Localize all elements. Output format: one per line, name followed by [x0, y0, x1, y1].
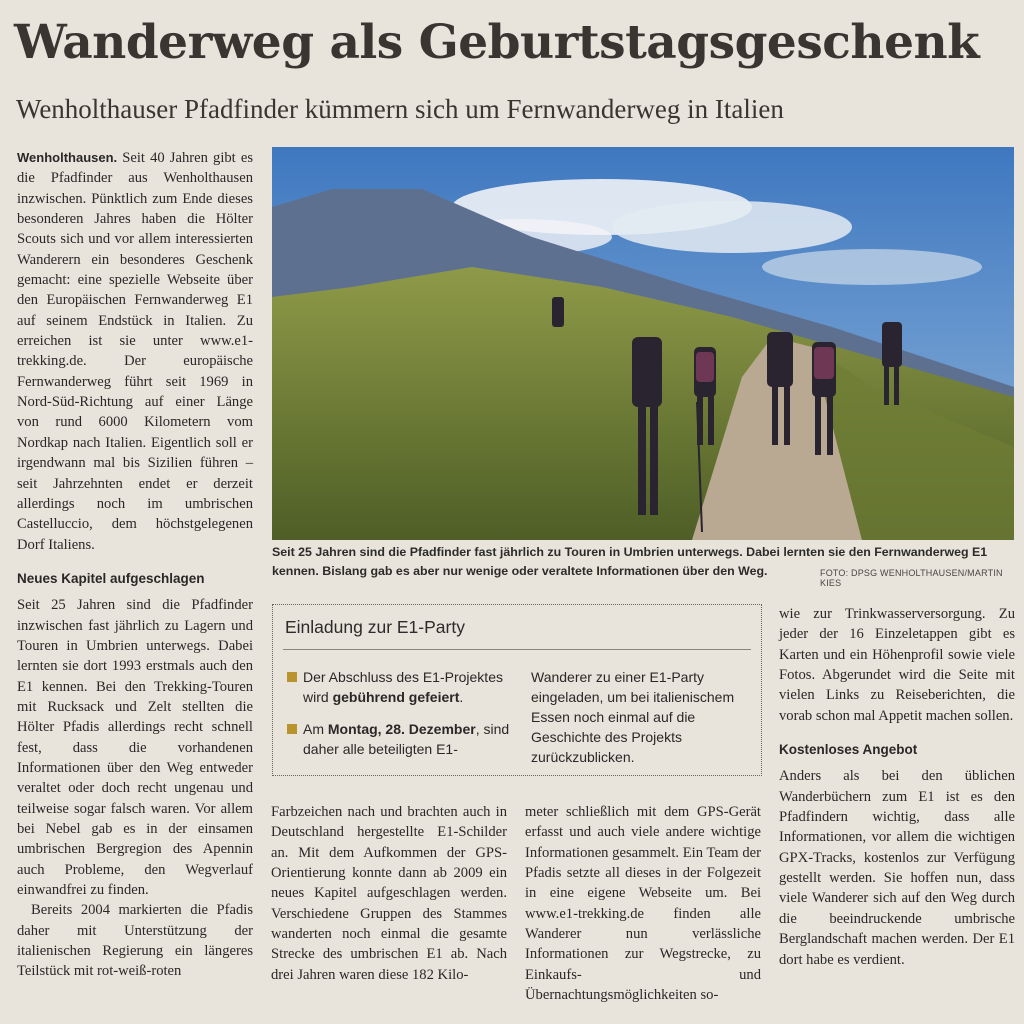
bullet-square-icon	[287, 672, 297, 682]
subheadline: Wenholthauser Pfadfinder kümmern sich um Fernwanderweg in Italien	[16, 94, 784, 124]
column-2-text: Farbzeichen nach und brachten auch in Deutschland hergestellte E1-Schilder an. Mit dem Aufkommen der GPS-Orientierung konnte dann ab 2009 ein neues Kapitel aufgeschlagen werden. Verschiedene Gruppen des Stammes wanderten noch einmal die gesamte Strecke des umbrischen E1 ab. Nach drei Jahren waren diese 182 Kilo-	[271, 804, 507, 983]
subheading-kostenloses-angebot: Kostenloses Angebot	[779, 742, 918, 758]
paragraph-2: Seit 25 Jahren sind die Pfadfinder inzwischen fast jährlich zu Lagern und Touren in Umbrien unterwegs. Dabei lernten sie dort 1993 erstmals auch den E1 kennen. Bei den Trekking-Touren mit Rucksack und Zelt stellten die Hölter Pfadis allerdings recht schnell fest, dass die vorhandenen Informationen über den Weg entweder veraltet oder doch recht ungenau und teilweise sogar falsch waren. Vor allem bei Nebel gab es in der einsamen umbrischen Bergregion des Apennin auch Probleme, den Wegverlauf einwandfrei zu finden.	[17, 597, 253, 899]
infobox-item-1-text: Der Abschluss des E1-Projektes wird	[303, 669, 503, 705]
infobox-item-2-end: , sind daher alle beteiligten E1-	[303, 721, 510, 757]
infobox-item-1-bold: gebührend gefeiert	[332, 689, 460, 705]
intro-paragraph	[17, 148, 253, 555]
infobox-item-2-bold: Montag, 28. Dezember	[327, 721, 476, 737]
infobox-item-2-text: Am	[303, 721, 328, 737]
column-4-paragraph-2: Anders als bei den üblichen Wanderbüchern zum E1 ist es den Pfadfindern wichtig, dass alle Informationen, vor allem die wichtigen GPX-Tracks, kostenlos zur Verfügung gestellt werden. Sie hoffen nun, dass viele Wanderer sich auf den Weg durch die beeindruckende umbrische Berglandschaft machen werden. Der E1 dort habe es verdient.	[779, 768, 1015, 968]
column-3-text: meter schließlich mit dem GPS-Gerät erfasst und auch viele andere wichtige Informationen gesammelt. Ein Team der Pfadis setzte all dieses in der Folgezeit in eine eigene Webseite um. Bei www.e1-trekking.de finden alle Wanderer nun verlässliche Informationen zur Wegstrecke, zu Einkaufs- und Übernachtungsmöglichkeiten so-	[525, 804, 761, 1004]
headline: Wanderweg als Geburtstagsgeschenk	[14, 15, 980, 70]
infobox-left-column	[287, 667, 517, 771]
article-photo	[272, 147, 1014, 540]
infobox-divider	[283, 649, 751, 650]
dateline: Wenholthausen.	[17, 150, 118, 165]
photo-credit: FOTO: DPSG WENHOLTHAUSEN/MARTIN KIES	[820, 568, 1003, 588]
hikers-photo-illustration	[272, 147, 1014, 540]
article-column-1	[17, 148, 253, 982]
infobox-item-1	[287, 667, 517, 707]
article-column-4	[779, 604, 1015, 970]
infobox-item-2	[287, 719, 517, 759]
column-4-text: wie zur Trinkwasserversorgung. Zu jeder der 16 Einzeletappen gibt es Karten und ein Höhenprofil sowie viele Fotos. Abgerundet wird die Seite mit vielen Links zu Reiseberichten, die vorab schon mal Appetit machen sollen.	[779, 606, 1015, 724]
infobox-item-1-end: .	[459, 689, 464, 705]
article-column-3	[525, 802, 761, 1005]
bullet-square-icon	[287, 724, 297, 734]
article-column-2	[271, 802, 507, 985]
infobox-right-column: Wanderer zu einer E1-Party eingeladen, um bei italienischem Essen noch einmal auf die Geschichte des Projekts zurückzublicken.	[531, 669, 735, 765]
infobox-title: Einladung zur E1-Party	[285, 617, 465, 637]
subheading-neues-kapitel: Neues Kapitel aufgeschlagen	[17, 570, 205, 586]
paragraph-3: Bereits 2004 markierten die Pfadis daher mit Unterstützung der italienischen Regierung ein längeres Teilstück mit rot-weiß-roten	[17, 902, 253, 980]
photo-caption: Seit 25 Jahren sind die Pfadfinder fast jährlich zu Touren in Umbrien unterwegs. Dabei lernten sie den Fernwanderweg E1 kennen. Bislang gab es aber nur wenige oder veraltete Informationen über den Weg.	[272, 545, 988, 578]
intro-text: Seit 40 Jahren gibt es die Pfadfinder aus Wenholthausen inzwischen. Pünktlich zum Ende dieses besonderen Jahres haben die Hölter Scouts sich und vor allem interessierten Wanderern ein besonderes Geschenk gemacht: eine spezielle Webseite über den Europäischen Fernwanderweg E1 auf seinem Endstück in Italien. Zu erreichen ist sie unter www.e1-trekking.de. Der europäische Fernwanderweg führt seit 1969 in Nord-Süd-Richtung auf einer Länge von rund 6000 Kilometern vom Nordkap nach Italien. Eigentlich soll er irgendwann mal bis Sizilien führen – seit Jahrzehnten endet er derzeit allerdings noch im umbrischen Castelluccio, dem höchstgelegenen Dorf Italiens.	[17, 150, 253, 553]
party-invitation-box	[272, 604, 762, 776]
